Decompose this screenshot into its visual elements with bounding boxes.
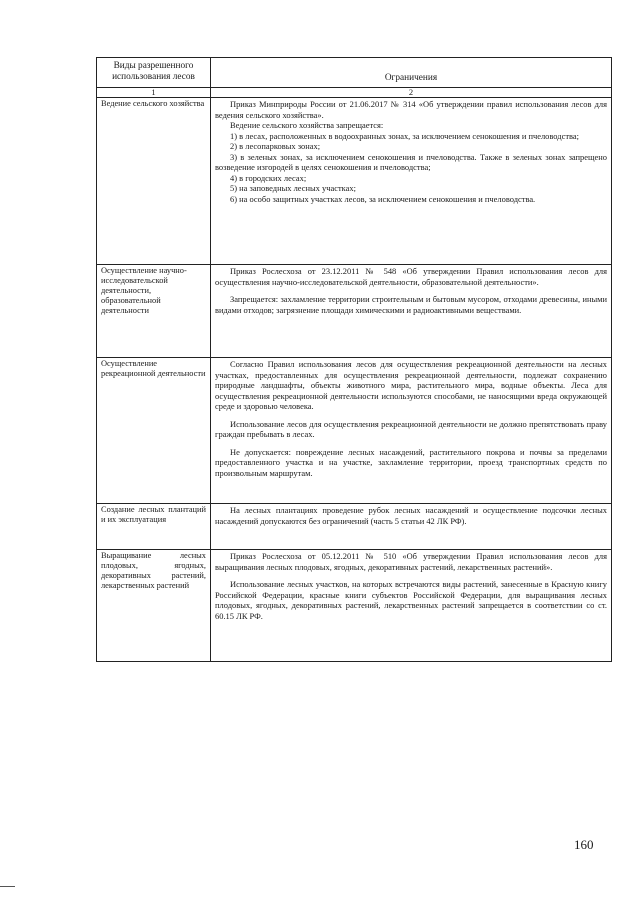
restriction-cell	[211, 265, 612, 358]
restriction-cell	[211, 358, 612, 504]
restriction-paragraph: На лесных плантациях проведение рубок лесных насаждений и осуществление подсочки лесных насаждений допускаются без ограничений (часть 5 статьи 42 ЛК РФ).	[215, 505, 607, 526]
restrictions-table	[96, 57, 612, 662]
restriction-cell	[211, 550, 612, 662]
usage-type-cell	[97, 358, 211, 504]
usage-type-cell	[97, 265, 211, 358]
restriction-paragraph: Запрещается: захламление территории строительным и бытовым мусором, отходами древесины, иными видами отходов; загрязнение площади химическими и радиоактивными веществами.	[215, 294, 607, 315]
column-number-1: 1	[97, 88, 211, 98]
restriction-paragraph: Приказ Рослесхоза от 05.12.2011 № 510 «Об утверждении Правил использования лесов для выращивания лесных плодовых, ягодных, декоративных растений, лекарственных растений».	[215, 551, 607, 572]
column-number-row	[97, 88, 612, 98]
table-header-row	[97, 58, 612, 88]
usage-type-text: Ведение сельского хозяйства	[101, 99, 205, 108]
usage-type-text: Осуществление научно-исследовательской деятельности, образовательной деятельности	[101, 266, 187, 316]
table-row	[97, 358, 612, 504]
usage-type-cell	[97, 550, 211, 662]
header-cell-usage-types: Виды разрешенного использования лесов	[97, 58, 211, 88]
page-number: 160	[574, 837, 594, 852]
restriction-paragraph: Приказ Минприроды России от 21.06.2017 № 314 «Об утверждении правил использования лесов для ведения сельского хозяйства».	[215, 99, 607, 120]
scan-edge-mark	[0, 886, 15, 887]
restriction-paragraph: Ведение сельского хозяйства запрещается:	[230, 120, 384, 130]
header-cell-restrictions: Ограничения	[211, 58, 612, 88]
usage-type-cell	[97, 98, 211, 265]
restriction-paragraph: 5) на заповедных лесных участках;	[230, 183, 356, 193]
restriction-paragraph: 2) в лесопарковых зонах;	[230, 141, 321, 151]
restriction-paragraph: 3) в зеленых зонах, за исключением сенокошения и пчеловодства. Также в зеленых зонах запрещено возведение изгородей в целях сенокошения и пчеловодства;	[215, 151, 607, 172]
usage-type-text: Создание лесных плантаций и их эксплуатация	[101, 505, 206, 525]
usage-type-text: Выращивание лесных плодовых, ягодных, декоративных растений, лекарственных растений	[101, 551, 206, 591]
restriction-paragraph: Использование лесов для осуществления рекреационной деятельности не должно препятствовать праву граждан пребывать в лесах.	[215, 418, 607, 439]
table-row	[97, 98, 612, 265]
table-row	[97, 265, 612, 358]
restriction-paragraph: Использование лесных участков, на которых встречаются виды растений, занесенные в Красную книгу Российской Федерации, красные книги субъектов Российской Федерации, для выращивания лесных плодовых, ягодных, декоративных растений, лекарственных растений запрещается в соответствии со ст. 60.15 ЛК РФ.	[215, 579, 607, 621]
usage-type-text: Осуществление рекреационной деятельности	[101, 359, 206, 379]
table-row	[97, 550, 612, 662]
restriction-paragraph: 6) на особо защитных участках лесов, за исключением сенокошения и пчеловодства.	[230, 193, 536, 204]
restriction-paragraph: 1) в лесах, расположенных в водоохранных зонах, за исключением сенокошения и пчеловодства;	[230, 130, 579, 141]
restriction-paragraph: Приказ Рослесхоза от 23.12.2011 № 548 «Об утверждении Правил использования лесов для осуществления научно-исследовательской деятельности, образовательной деятельности».	[215, 266, 607, 287]
restriction-paragraph: Согласно Правил использования лесов для осуществления рекреационной деятельности на лесных участках, предоставленных для осуществления рекреационной деятельности, подлежат сохранению природные ландшафты, объекты животного мира, растительного мира, водные объекты. Леса для осуществления рекреационной деятельности используются способами, не наносящими вреда окружающей среде и здоровью человека.	[215, 359, 607, 411]
restriction-cell	[211, 98, 612, 265]
column-number-2: 2	[211, 88, 612, 98]
table-row	[97, 504, 612, 550]
restriction-cell	[211, 504, 612, 550]
restriction-paragraph: 4) в городских лесах;	[230, 172, 307, 183]
usage-type-cell	[97, 504, 211, 550]
restriction-paragraph: Не допускается: повреждение лесных насаждений, растительного покрова и почвы за пределами предоставленного участка и на участке, захламление территории, проезд транспортных средств по произвольным маршрутам.	[215, 446, 607, 478]
